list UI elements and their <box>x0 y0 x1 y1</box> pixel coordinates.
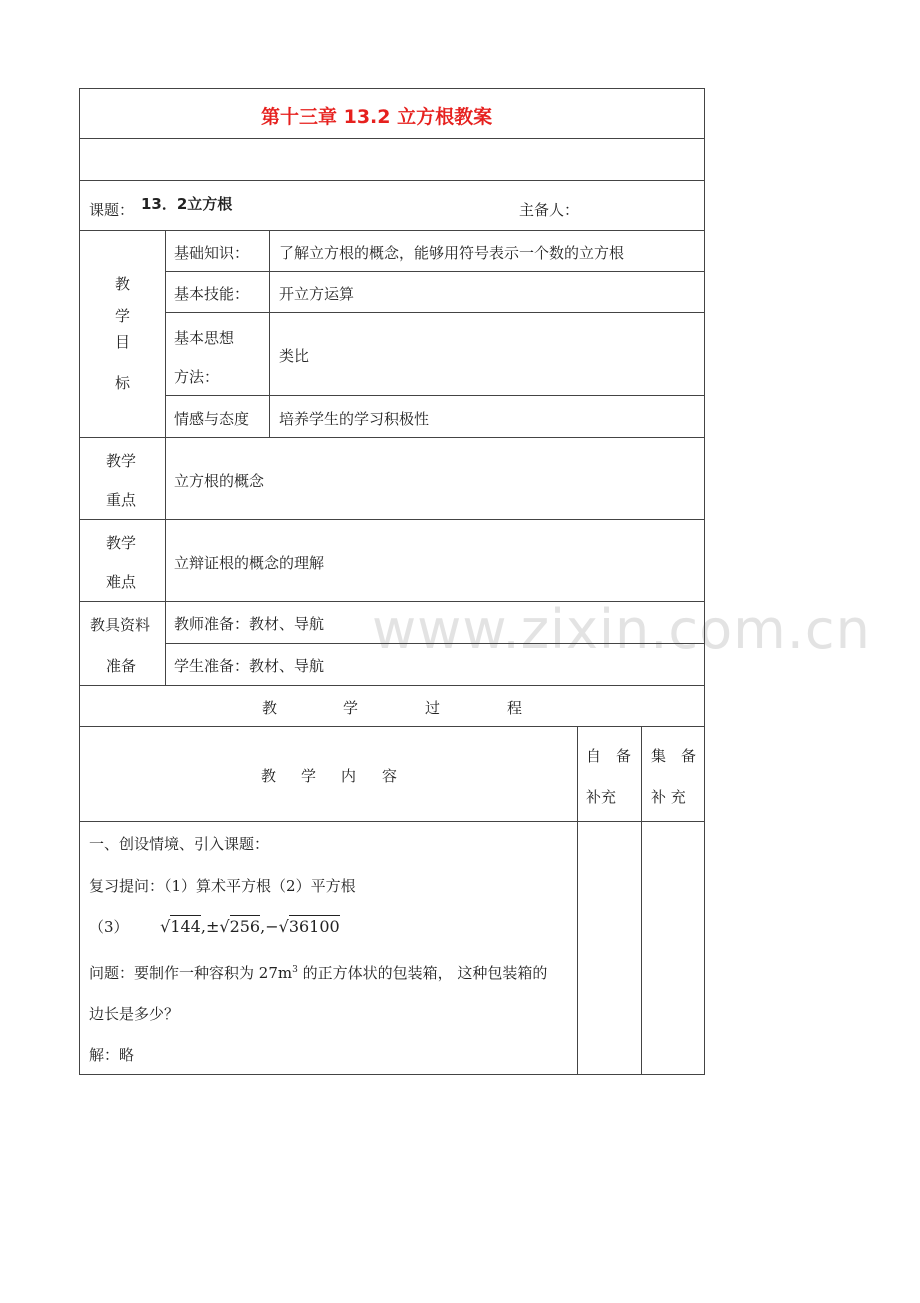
content-line: 解：略 <box>89 1046 135 1064</box>
goal-value: 开立方运算 <box>269 271 705 312</box>
topic-label: 课题： <box>89 201 135 219</box>
goals-label-cell <box>79 230 165 437</box>
radical-icon: √ <box>219 917 230 936</box>
key-point-label: 教学 重点 <box>79 437 165 519</box>
radical-icon: √ <box>278 917 289 936</box>
group-prep-cell <box>641 821 705 1075</box>
goal-label: 基本思想 方法： <box>165 312 269 395</box>
self-prep-cell <box>577 821 641 1075</box>
goal-label: 基础知识： <box>165 230 269 271</box>
problem-line: 问题：要制作一种容积为 $27m^3$ 的正方体状的包装箱， 这种包装箱的 <box>89 964 548 982</box>
content-body <box>79 821 577 1075</box>
content-line: 复习提问：（1）算术平方根（2）平方根 <box>89 877 356 895</box>
process-header: 教 学 过 程 <box>79 685 705 726</box>
difficulty-value: 立辩证根的概念的理解 <box>165 519 705 601</box>
goal-value: 了解立方根的概念，能够用符号表示一个数的立方根 <box>269 230 705 271</box>
goals-label-char: 学 <box>115 307 131 325</box>
page-title: 第十三章 13.2 立方根教案 <box>261 106 493 128</box>
preparer-label: 主备人： <box>519 201 580 219</box>
content-line: 一、创设情境、引入课题： <box>89 835 270 853</box>
difficulty-label: 教学 难点 <box>79 519 165 601</box>
goals-label-char: 目 <box>115 333 131 351</box>
goal-value: 培养学生的学习积极性 <box>269 395 705 437</box>
lesson-plan-table <box>79 88 705 1075</box>
goal-label: 基本技能： <box>165 271 269 312</box>
content-column-header: 教 学 内 容 <box>79 726 577 821</box>
goals-label-char: 教 <box>115 275 131 293</box>
self-prep-column-header: 自 备 补充 <box>577 726 641 821</box>
watermark: www.zixin.com.cn <box>372 598 871 661</box>
blank-row <box>79 138 705 180</box>
group-prep-column-header: 集 备 补 充 <box>641 726 705 821</box>
radical-icon: √ <box>160 917 171 936</box>
materials-label: 教具资料 准备 <box>79 601 165 685</box>
goal-label: 情感与态度 <box>165 395 269 437</box>
topic-value: 13．2立方根 <box>141 195 233 213</box>
key-point-value: 立方根的概念 <box>165 437 705 519</box>
materials-teacher: 教师准备：教材、导航 <box>165 601 705 643</box>
title-row <box>79 88 705 138</box>
topic-row <box>79 180 705 230</box>
goal-value: 类比 <box>269 312 705 395</box>
materials-student: 学生准备：教材、导航 <box>165 643 705 685</box>
sqrt-expression: （3） √144,±√256,−√36100 <box>89 917 340 936</box>
content-line: 边长是多少？ <box>89 1005 180 1023</box>
goals-label-char: 标 <box>115 374 131 392</box>
